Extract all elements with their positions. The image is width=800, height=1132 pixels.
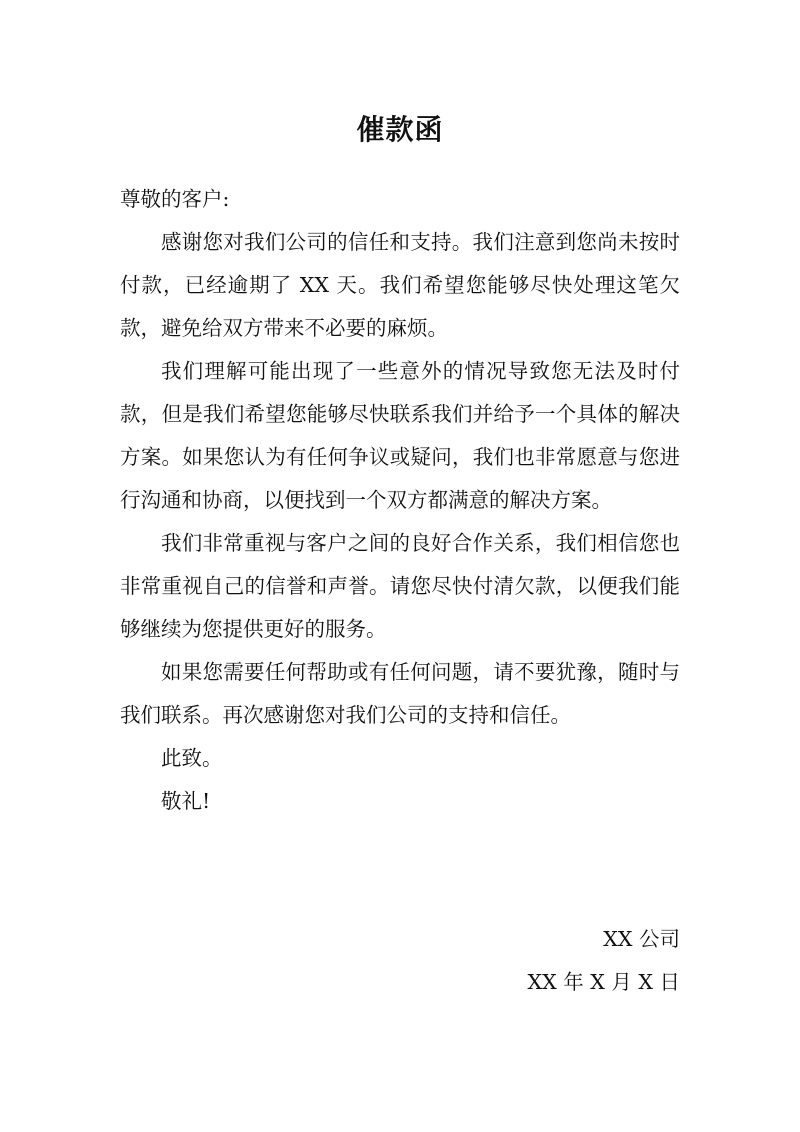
signature-date: XX 年 X 月 X 日 [527,970,680,994]
letter-body [120,178,680,823]
paragraph-2: 我们理解可能出现了一些意外的情况导致您无法及时付款，但是我们希望您能够尽快联系我们并给予一个具体的解决方案。如果您认为有任何争议或疑问，我们也非常愿意与您进行沟通和协商，以便找到一个双方都满意的解决方案。 [120,359,680,512]
letter-title: 催款函 [356,113,444,146]
closing-salute: 敬礼! [161,789,211,813]
signature-company: XX 公司 [603,927,680,951]
paragraph-3: 我们非常重视与客户之间的良好合作关系，我们相信您也非常重视自己的信誉和声誉。请您尽快付清欠款，以便我们能够继续为您提供更好的服务。 [120,531,680,641]
paragraph-1: 感谢您对我们公司的信任和支持。我们注意到您尚未按时付款，已经逾期了 XX 天。我们希望您能够尽快处理这笔欠款，避免给双方带来不必要的麻烦。 [120,230,680,340]
paragraph-4: 如果您需要任何帮助或有任何问题，请不要犹豫，随时与我们联系。再次感谢您对我们公司的支持和信任。 [120,660,680,727]
signature-block [280,918,680,1004]
closing-respect: 此致。 [161,746,223,770]
salutation: 尊敬的客户: [120,187,230,211]
